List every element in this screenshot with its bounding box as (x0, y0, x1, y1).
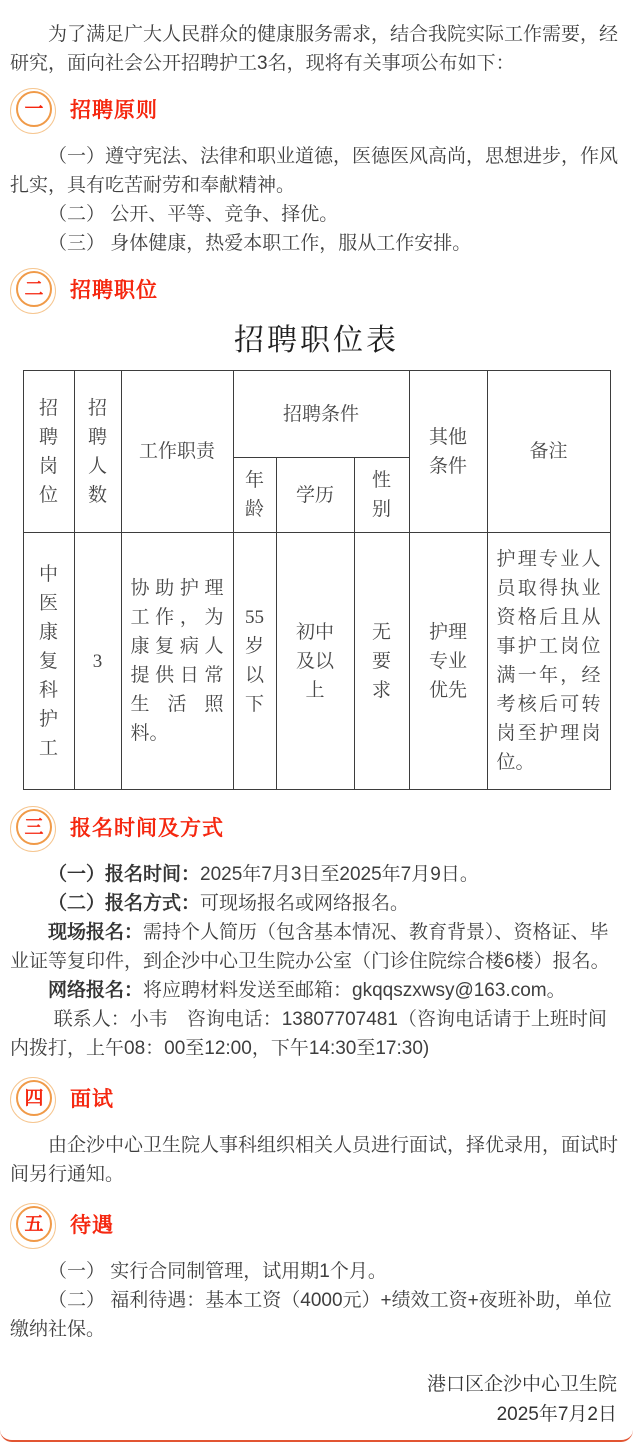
header-count: 招聘人数 (74, 371, 121, 533)
section-title: 招聘职位 (70, 279, 158, 302)
section-number-badge (16, 91, 52, 127)
section-header-benefits (10, 1201, 623, 1247)
signature-org: 港口区企沙中心卫生院 (426, 1374, 617, 1395)
section-header-interview (10, 1075, 623, 1121)
apply-item: （二）报名方式：可现场报名或网络报名。 (48, 893, 410, 914)
principle-item: （三） 身体健康，热爱本职工作，服从工作安排。 (48, 233, 472, 254)
header-gender: 性别 (354, 458, 409, 533)
section-number-badge (16, 1080, 52, 1116)
header-post: 招聘岗位 (23, 371, 74, 533)
contact-line: 联系人：小韦 咨询电话：13807707481（咨询电话请于上班时间内拨打，上午08：00至12:00，下午14:30至17:30) (10, 1009, 607, 1059)
section-number: 五 (24, 1213, 44, 1235)
section-title: 招聘原则 (70, 99, 158, 122)
table-row (23, 533, 610, 790)
section-title: 面试 (70, 1088, 114, 1111)
section-number-badge (16, 271, 52, 307)
job-table (23, 370, 611, 790)
apply-item: 网络报名：将应聘材料发送至邮箱：gkqqszxwsy@163.com。 (48, 980, 566, 1001)
job-table-title: 招聘职位表 (234, 324, 399, 357)
cell-education: 初中及以上 (276, 533, 354, 790)
section-number-badge (16, 1206, 52, 1242)
section-number: 三 (24, 816, 44, 838)
header-duty: 工作职责 (121, 371, 233, 533)
section-header-positions (10, 266, 623, 312)
interview-paragraph: 由企沙中心卫生院人事科组织相关人员进行面试，择优录用，面试时间另行通知。 (10, 1135, 619, 1185)
section-title: 待遇 (70, 1214, 114, 1237)
cell-gender: 无要求 (354, 533, 409, 790)
header-conditions: 招聘条件 (233, 371, 409, 458)
cell-duty: 协助护理工作，为康复病人提供日常生活照料。 (121, 533, 233, 790)
section-title: 报名时间及方式 (70, 817, 224, 840)
section-header-apply (10, 804, 623, 850)
cell-remark: 护理专业人员取得执业资格后且从事护工岗位满一年，经考核后可转岗至护理岗位。 (487, 533, 610, 790)
intro-paragraph: 为了满足广大人民群众的健康服务需求，结合我院实际工作需要，经研究，面向社会公开招聘护工3名，现将有关事项公布如下： (10, 24, 619, 74)
cell-count: 3 (74, 533, 121, 790)
section-header-principles (10, 86, 623, 132)
apply-item: 现场报名：需持个人简历（包含基本情况、教育背景）、资格证、毕业证等复印件，到企沙中心卫生院办公室（门诊住院综合楼6楼）报名。 (10, 922, 610, 972)
section-number: 二 (24, 278, 44, 300)
principle-item: （二） 公开、平等、竞争、择优。 (48, 204, 339, 225)
benefit-item: （一） 实行合同制管理，试用期1个月。 (48, 1261, 387, 1282)
signature-date: 2025年7月2日 (496, 1404, 617, 1425)
section-number: 四 (24, 1087, 44, 1109)
header-remark: 备注 (487, 371, 610, 533)
principle-item: （一）遵守宪法、法律和职业道德，医德医风高尚，思想进步，作风扎实，具有吃苦耐劳和奉献精神。 (10, 146, 619, 196)
cell-other: 护理专业优先 (409, 533, 487, 790)
header-age: 年龄 (233, 458, 276, 533)
cell-post: 中医康复科护工 (23, 533, 74, 790)
cell-age: 55岁以下 (233, 533, 276, 790)
header-other: 其他条件 (409, 371, 487, 533)
apply-item: （一）报名时间：2025年7月3日至2025年7月9日。 (48, 864, 479, 885)
header-education: 学历 (276, 458, 354, 533)
benefit-item: （二） 福利待遇：基本工资（4000元）+绩效工资+夜班补助，单位缴纳社保。 (10, 1290, 612, 1340)
section-number: 一 (24, 98, 44, 120)
signature-block (10, 1370, 623, 1430)
section-number-badge (16, 809, 52, 845)
